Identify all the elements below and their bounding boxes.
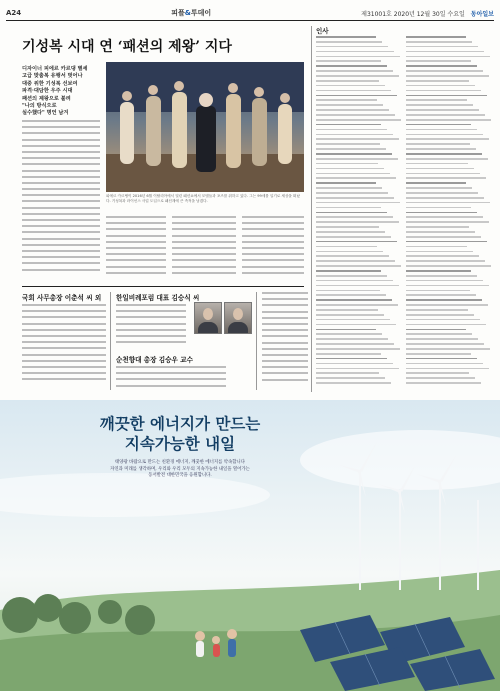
text-line bbox=[316, 134, 393, 136]
box-title-left: 국회 사무총장 이춘석 씨 외 bbox=[22, 294, 102, 302]
text-line bbox=[406, 231, 475, 233]
text-line bbox=[316, 368, 399, 370]
text-line bbox=[316, 270, 381, 272]
text-line bbox=[316, 60, 381, 62]
text-line bbox=[316, 192, 388, 194]
text-line bbox=[406, 119, 491, 121]
text-line bbox=[316, 148, 386, 150]
text-line bbox=[406, 324, 486, 326]
text-line bbox=[406, 212, 477, 214]
text-line bbox=[406, 353, 471, 355]
text-line bbox=[406, 294, 476, 296]
masthead bbox=[6, 6, 494, 21]
box-mid-body bbox=[116, 304, 186, 350]
text-line bbox=[406, 270, 471, 272]
text-line bbox=[316, 197, 394, 199]
section-amp: & bbox=[184, 9, 191, 17]
newspaper-brand: 동아일보 bbox=[470, 10, 494, 18]
text-line bbox=[316, 202, 400, 204]
text-line bbox=[406, 348, 490, 350]
text-line bbox=[316, 216, 393, 218]
text-line bbox=[316, 363, 393, 365]
text-line bbox=[316, 80, 379, 82]
text-line bbox=[316, 343, 394, 345]
text-line bbox=[406, 290, 470, 292]
text-line bbox=[316, 114, 395, 116]
text-line bbox=[316, 358, 387, 360]
text-line bbox=[316, 85, 385, 87]
box-title-mid-2: 순천향대 총장 김승우 교수 bbox=[116, 356, 193, 364]
text-line bbox=[316, 294, 386, 296]
text-line bbox=[316, 212, 387, 214]
text-line bbox=[406, 343, 484, 345]
text-line bbox=[316, 309, 378, 311]
column-divider bbox=[110, 292, 111, 390]
section-divider bbox=[22, 286, 304, 287]
text-line bbox=[316, 348, 400, 350]
text-line bbox=[316, 173, 390, 175]
ad-title-line: 지속가능한 내일 bbox=[124, 435, 236, 453]
text-line bbox=[406, 285, 489, 287]
text-line bbox=[316, 299, 392, 301]
text-line bbox=[406, 90, 481, 92]
text-line bbox=[316, 319, 390, 321]
text-line bbox=[406, 46, 478, 48]
text-line bbox=[316, 231, 385, 233]
text-line bbox=[406, 329, 466, 331]
article-body-col-3 bbox=[172, 216, 236, 280]
text-line bbox=[406, 192, 478, 194]
text-line bbox=[316, 99, 377, 101]
text-line bbox=[316, 290, 380, 292]
text-line bbox=[316, 153, 392, 155]
text-line bbox=[316, 372, 379, 374]
section-rest: 투데이 bbox=[190, 9, 212, 17]
section-name bbox=[171, 8, 211, 18]
box-left-body bbox=[22, 304, 106, 390]
text-line bbox=[316, 226, 379, 228]
text-line bbox=[406, 255, 479, 257]
sidebar-divider bbox=[311, 26, 312, 392]
text-line bbox=[316, 124, 381, 126]
text-line bbox=[316, 158, 398, 160]
article-photo bbox=[106, 62, 304, 192]
lead-line: 패션의 제왕으로 불려 bbox=[22, 95, 71, 102]
text-line bbox=[316, 207, 381, 209]
article-headline: 기성복 시대 연 ‘패션의 제왕’ 지다 bbox=[22, 39, 232, 55]
text-line bbox=[316, 221, 399, 223]
text-line bbox=[316, 95, 397, 97]
text-line bbox=[316, 182, 376, 184]
text-line bbox=[406, 80, 469, 82]
text-line bbox=[406, 382, 481, 384]
lead-line: 디자이너 피에르 카르댕 별세 bbox=[22, 66, 88, 72]
text-line bbox=[316, 377, 385, 379]
text-line bbox=[316, 51, 394, 53]
text-line bbox=[406, 226, 469, 228]
section-main: 피플 bbox=[171, 9, 185, 17]
ad-sub-line: 자연과 미래를 생각하며, 우리와 우리 모두의 지속가능한 내일을 열어가는 bbox=[110, 466, 250, 472]
text-line bbox=[316, 329, 376, 331]
text-line bbox=[406, 221, 489, 223]
text-line bbox=[316, 265, 401, 267]
text-line bbox=[316, 65, 387, 67]
text-line bbox=[406, 41, 472, 43]
text-line bbox=[406, 51, 484, 53]
text-line bbox=[316, 280, 393, 282]
text-line bbox=[406, 338, 478, 340]
text-line bbox=[406, 358, 477, 360]
ad-title-line: 깨끗한 에너지가 만드는 bbox=[99, 415, 261, 433]
article-body-col-4 bbox=[242, 216, 304, 280]
text-line bbox=[406, 99, 467, 101]
text-line bbox=[406, 319, 480, 321]
advertisement bbox=[0, 400, 500, 691]
text-line bbox=[406, 114, 485, 116]
text-line bbox=[406, 314, 474, 316]
text-line bbox=[406, 182, 466, 184]
column-divider bbox=[256, 292, 257, 390]
text-line bbox=[316, 168, 384, 170]
text-line bbox=[316, 285, 399, 287]
text-line bbox=[406, 56, 490, 58]
text-line bbox=[316, 104, 383, 106]
text-line bbox=[316, 304, 398, 306]
text-line bbox=[316, 119, 401, 121]
text-line bbox=[406, 104, 473, 106]
text-line bbox=[406, 368, 489, 370]
text-line bbox=[406, 129, 477, 131]
text-line bbox=[406, 65, 477, 67]
text-line bbox=[316, 241, 397, 243]
text-line bbox=[406, 109, 479, 111]
article-lead bbox=[22, 66, 98, 118]
text-line bbox=[406, 36, 466, 38]
text-line bbox=[406, 309, 468, 311]
text-line bbox=[406, 251, 473, 253]
text-line bbox=[406, 138, 489, 140]
lead-line: "나의 방식으로 bbox=[22, 103, 57, 110]
text-line bbox=[406, 134, 483, 136]
ad-sub-line: 동서발전 대한민국을 응원합니다. bbox=[148, 473, 212, 479]
text-line bbox=[406, 187, 472, 189]
box-title-mid: 한일비례포럼 대표 김승식 씨 bbox=[116, 294, 200, 302]
lead-line: 실수했다" 명언 남겨 bbox=[22, 110, 69, 117]
text-line bbox=[406, 163, 468, 165]
sidebar-column bbox=[316, 36, 402, 387]
text-line bbox=[406, 177, 486, 179]
text-line bbox=[406, 363, 483, 365]
text-line bbox=[316, 236, 391, 238]
article-body-col-2 bbox=[106, 216, 166, 280]
text-line bbox=[406, 75, 489, 77]
text-line bbox=[316, 70, 393, 72]
text-line bbox=[316, 255, 389, 257]
text-line bbox=[316, 314, 384, 316]
lead-line: 고급 맞춤복 유행서 벗어나 bbox=[22, 73, 83, 80]
text-line bbox=[316, 41, 382, 43]
text-line bbox=[316, 333, 382, 335]
person-photo bbox=[194, 302, 222, 334]
text-line bbox=[316, 129, 387, 131]
text-line bbox=[316, 56, 400, 58]
box-right-body bbox=[262, 292, 308, 390]
text-line bbox=[316, 246, 377, 248]
text-line bbox=[316, 338, 388, 340]
text-line bbox=[316, 275, 387, 277]
text-line bbox=[406, 377, 475, 379]
text-line bbox=[316, 187, 382, 189]
text-line bbox=[406, 124, 471, 126]
photo-caption: 피에르 카르댕이 2016년 6월 이탈리아에서 열린 패션쇼에서 모델들과 포즈를 취하고 있다. 그는 99세를 일기로 세상을 떠났다. 기성복과 라이선스 사업 도입으로 패션계에 큰 족적을 남겼다. bbox=[106, 194, 300, 203]
text-line bbox=[406, 148, 476, 150]
text-line bbox=[406, 372, 469, 374]
text-line bbox=[316, 324, 396, 326]
masthead-right bbox=[361, 9, 494, 18]
text-line bbox=[406, 236, 481, 238]
text-line bbox=[316, 36, 376, 38]
article-body-col-1 bbox=[22, 120, 100, 280]
text-line bbox=[406, 158, 488, 160]
text-line bbox=[316, 260, 395, 262]
issue-date: 제31001호 2020년 12월 30일 수요일 bbox=[361, 10, 465, 18]
page-number: A24 bbox=[6, 9, 22, 17]
person-photo bbox=[224, 302, 252, 334]
text-line bbox=[406, 153, 482, 155]
text-line bbox=[406, 299, 482, 301]
text-line bbox=[316, 177, 396, 179]
text-line bbox=[406, 60, 471, 62]
text-line bbox=[316, 109, 389, 111]
text-line bbox=[406, 197, 484, 199]
box-mid-2-body bbox=[116, 366, 226, 390]
text-line bbox=[316, 46, 388, 48]
text-line bbox=[406, 143, 470, 145]
text-line bbox=[316, 143, 380, 145]
text-line bbox=[406, 202, 490, 204]
text-line bbox=[316, 353, 381, 355]
sidebar-column bbox=[406, 36, 492, 387]
text-line bbox=[316, 382, 391, 384]
sidebar-list bbox=[316, 36, 492, 392]
text-line bbox=[406, 275, 477, 277]
text-line bbox=[316, 90, 391, 92]
lead-line: 파격·대담한 우주 시대 bbox=[22, 88, 73, 95]
text-line bbox=[406, 216, 483, 218]
text-line bbox=[316, 138, 399, 140]
text-line bbox=[316, 163, 378, 165]
ad-subtitle bbox=[30, 460, 330, 480]
text-line bbox=[316, 75, 399, 77]
text-line bbox=[406, 207, 471, 209]
text-line bbox=[406, 260, 485, 262]
text-line bbox=[406, 333, 472, 335]
text-line bbox=[406, 246, 467, 248]
ad-title bbox=[60, 414, 300, 454]
text-line bbox=[406, 304, 488, 306]
lead-line: 대중 위한 기성복 선보여 bbox=[22, 80, 78, 87]
text-line bbox=[316, 251, 383, 253]
text-line bbox=[406, 265, 491, 267]
text-line bbox=[406, 280, 483, 282]
text-line bbox=[406, 95, 487, 97]
text-line bbox=[406, 168, 474, 170]
text-line bbox=[406, 85, 475, 87]
text-line bbox=[406, 173, 480, 175]
text-line bbox=[406, 70, 483, 72]
sidebar-title: 인사 bbox=[316, 27, 329, 35]
ad-sub-line: 태양광 바람으로 만드는 친환경 에너지, 깨끗한 에너지를 약속합니다 bbox=[115, 460, 245, 465]
text-line bbox=[406, 241, 487, 243]
